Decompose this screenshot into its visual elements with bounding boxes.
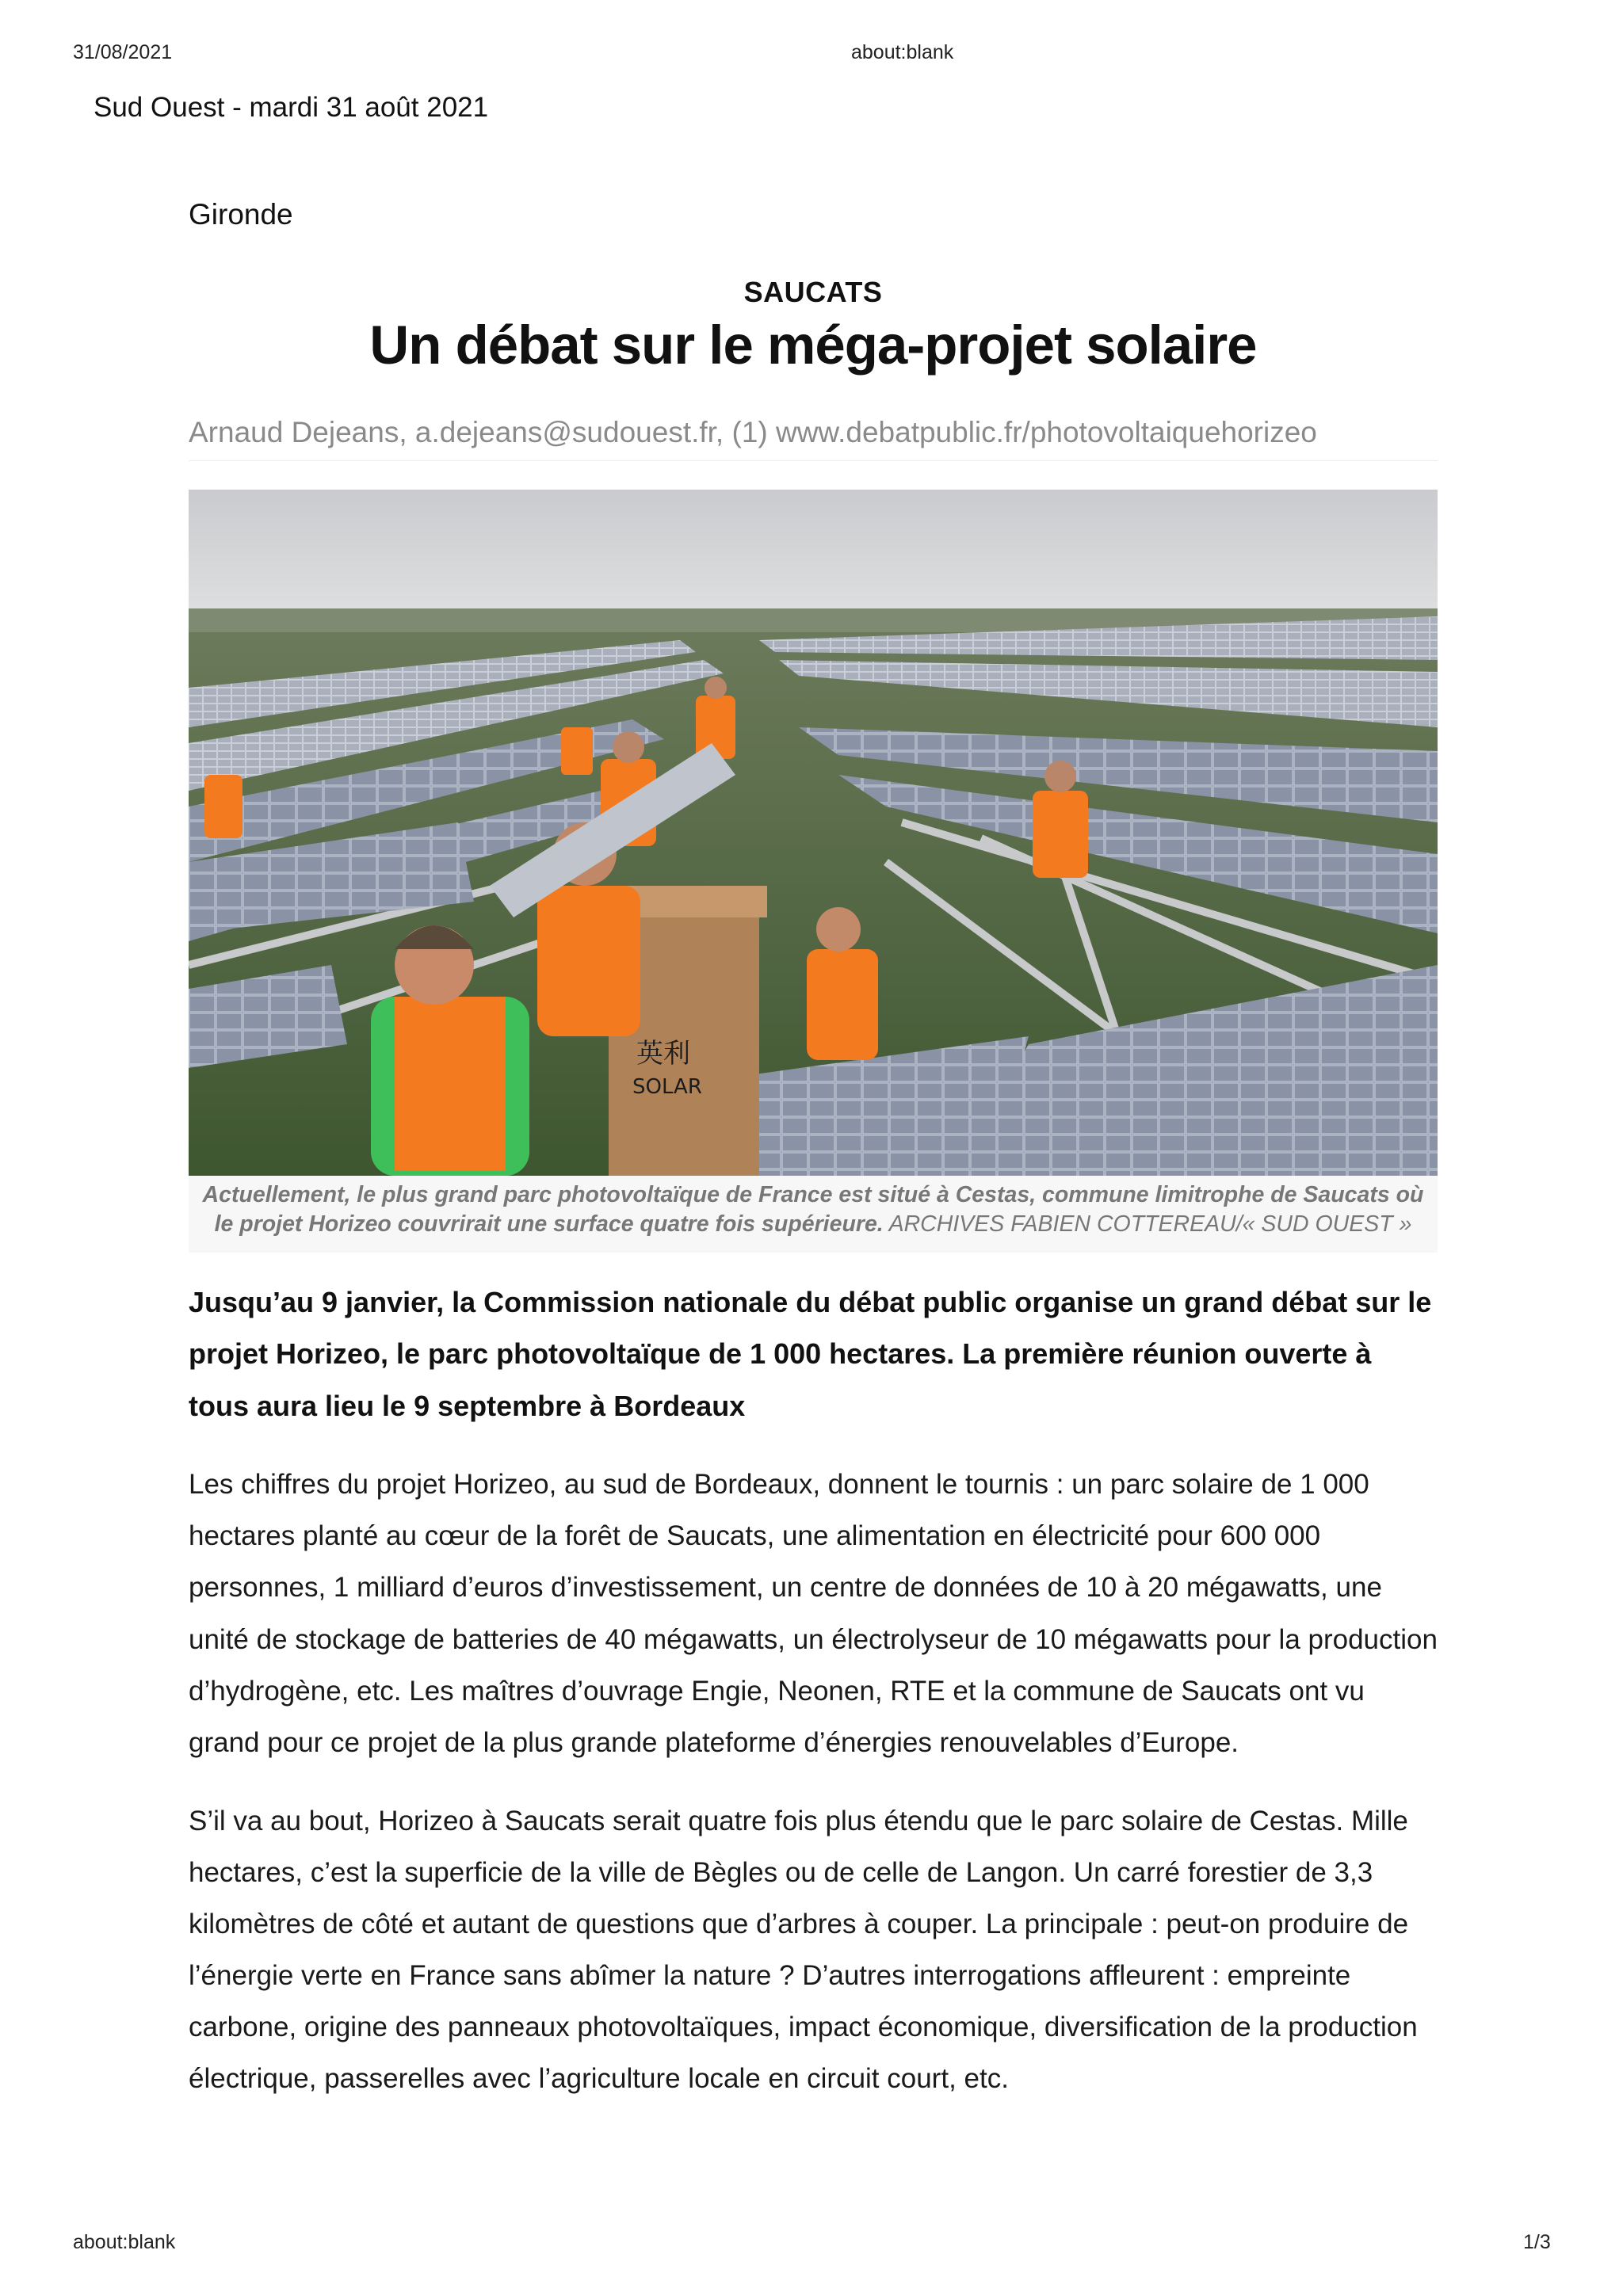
svg-text:SOLAR: SOLAR bbox=[632, 1075, 702, 1100]
photo-caption bbox=[189, 1176, 1438, 1252]
lead-paragraph: Jusqu’au 9 janvier, la Commission nationale du débat public organise un grand débat sur le projet Horizeo, le parc photovoltaïque de 1 000 hectares. La première réunion ouverte à tous aura lieu le 9 septembre à Bordeaux bbox=[189, 1285, 1432, 1422]
print-footer-page: 1/3 bbox=[1523, 2231, 1551, 2253]
solar-farm-photo bbox=[189, 490, 1438, 1176]
publication-line: Sud Ouest - mardi 31 août 2021 bbox=[94, 92, 489, 123]
article bbox=[189, 198, 1438, 2104]
body-paragraph-2: S’il va au bout, Horizeo à Saucats serait quatre fois plus étendu que le parc solaire de Cestas. Mille hectares, c’est la superficie de la ville de Bègles ou de celle de Langon. Un carré forestier de 3,3 kilomètres de côté et autant de questions que d’arbres à couper. La principale : peut-on produire de l’énergie verte en France sans abîmer la nature ? D’autres interrogations affleurent : empreinte carbone, origine des panneaux photovoltaïques, impact économique, diversification de la production électrique, passerelles avec l’agriculture locale en circuit court, etc. bbox=[189, 1805, 1418, 2095]
section-label: Gironde bbox=[189, 198, 293, 231]
print-header-url: about:blank bbox=[851, 41, 954, 63]
caption-text: Actuellement, le plus grand parc photovoltaïque de France est situé à Cestas, commune limitrophe de Saucats où le projet Horizeo couvrirait une surface quatre fois supérieure. bbox=[202, 1182, 1424, 1237]
svg-text:英利: 英利 bbox=[636, 1038, 690, 1070]
byline: Arnaud Dejeans, a.dejeans@sudouest.fr, (1) www.debatpublic.fr/photovoltaiquehorizeo bbox=[189, 416, 1438, 461]
headline: Un débat sur le méga-projet solaire bbox=[369, 315, 1257, 376]
body-paragraph-1: Les chiffres du projet Horizeo, au sud de Bordeaux, donnent le tournis : un parc solaire de 1 000 hectares planté au cœur de la forêt de Saucats, une alimentation en électricité pour 600 000 personnes, 1 milliard d’euros d’investissement, un centre de données de 10 à 20 mégawatts, une unité de stockage de batteries de 40 mégawatts, un électrolyseur de 10 mégawatts pour la production d’hydrogène, etc. Les maîtres d’ouvrage Engie, Neonen, RTE et la commune de Saucats ont vu grand pour ce projet de la plus grande plateforme d’énergies renouvelables d’Europe. bbox=[189, 1469, 1438, 1758]
print-footer-url: about:blank bbox=[73, 2231, 176, 2253]
caption-credit: ARCHIVES FABIEN COTTEREAU/« SUD OUEST » bbox=[888, 1211, 1412, 1237]
print-header-date: 31/08/2021 bbox=[73, 41, 173, 63]
kicker: SAUCATS bbox=[743, 276, 883, 308]
